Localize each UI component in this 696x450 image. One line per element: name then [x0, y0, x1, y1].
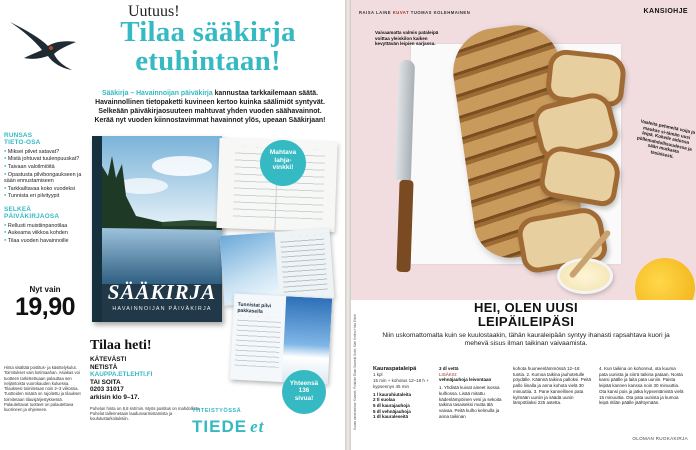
right-page [351, 0, 696, 450]
fine-print: Hinta sisältää postitus- ja käsittelykulut. Toimitukset vain kotimaahan. Asiakas voi tuotteen tarkistettuaan palauttaa sen neljäntoista vuorokauden kuluessa. Tilauksesi toimitetaan noin 2–3 viikossa. Tuotteiden määrä on rajoitettu ja tilaukset toimitetaan tilausjärjestyksessä. Palautettavat tuotteet on palautettava kuorineen ja ohjeineen. [4, 365, 81, 413]
feature-list-diary [4, 222, 84, 245]
list-item: ● Tarkkailtavaa koko vuodeksi [4, 185, 84, 193]
price-box: Nyt vain 19,90 [4, 285, 86, 340]
cooperation-label: YHTEISTYÖSSÄ [192, 408, 242, 414]
photo-caption: Vaivaamatta valmis pataleipä voittaa yleiskilon kaiken kevyttävän leipien sarjassa. [375, 30, 439, 47]
tiede-logo: TIEDE et [192, 417, 265, 436]
headline: Tilaa sääkirja etuhintaan! [120, 16, 296, 77]
list-item: ● Taivaan valoilmiöitä [4, 163, 84, 171]
book-cover [92, 136, 222, 322]
list-item: ● Aukeama viikkoa kohden [4, 229, 84, 237]
feature-heading-diary: SELKEÄ PÄIVÄKIRJAOSA [4, 205, 60, 221]
new-tag: Uutuus! [128, 3, 180, 20]
list-item: ● Rellusti muistiinpanotilaa [4, 222, 84, 230]
lemon-icon [635, 258, 695, 300]
feature-column [4, 132, 84, 245]
book-spine [92, 136, 102, 322]
page-count-badge: Yhteensä 136 sivua! [282, 370, 326, 414]
swallow-icon [6, 12, 86, 74]
recipe-step-2: kohota huoneenlämmössä 12–18 tuntia. 2. Kumoa taikina jauhotetulle pöydälle. Käännä taikina palloksi. Peitä pallo liinalla ja anna kohota vielä 30 minuuttia. 3. Pane kannellinen pata kylmään uuniin ja säädä uunin lämpötilaksi 225 astetta. [513, 366, 592, 406]
feature-heading-info: RUNSAS TIETO-OSA [4, 132, 41, 147]
bread-photo [351, 0, 696, 300]
cloud-spread: Tunnistat pilvi pakkasella [230, 293, 332, 384]
list-item: ● Tilaa vuoden havainnoille [4, 237, 84, 245]
lake-photo [102, 136, 222, 284]
order-heading: Tilaa heti! [90, 338, 152, 353]
recipe-step-1: 3 dl vettä LISÄKSI: vehnäjauhoja leivontaan 1. Yhdistä kuivat aineet isossa kulhossa. Lisää mitattu kädenlämpöinen vesi ja sekoita taikina tasaiseksi mutta älä vaivaa. Peitä kulho kelmulla ja anna taikinan [439, 366, 502, 419]
credits: RAISA LAINE KUVAT TUOMAS KOLEHMAINEN [359, 10, 471, 15]
list-item: ● Mistä johtuvat tuulenpuuskat? [4, 155, 84, 163]
recipe-step-4: 4. Kun taikina on kohonnut, ota kuuma pata uunista ja siirrä taikina pataan. Nosta kansi päälle ja laita pata uuniin. Paista leipää kannen kanssa noin 30 minuuttia. Ota kansi pois ja jatka kypsentämistä vielä 15 minuuttia. Ota pata uunista ja kumoa leipä ritilän päälle jäähtymään. [599, 366, 684, 406]
book-subtitle: HAVAINNOIJAN PÄIVÄKIRJA [112, 306, 212, 312]
order-box: Tilaa heti! KÄTEVÄSTI NETISTÄ KAUPPA.ETLEHTI.FI TAI SOITA 0203 31017 arkisin klo 9–17. Puhelun hinta on 8,8 snt/min. Myös postitus on mahdollista. Puhelut tallennetaan laadunvarmistamista ja koulutustarkoituksiin. [90, 338, 201, 422]
feature-list-info [4, 148, 84, 200]
article-lead: Niin uskomattomalta kuin se kuulostaakin, tähän kauraleipään syntyy ihanasti rapsahtava kuori ja mehevä sisus ilman taikinan vaivaamista. [382, 332, 670, 348]
list-item: ● Opastusta pilvibongaukseen ja sään ennustamiseen [4, 171, 84, 185]
section-label: KANSIOHJE [643, 8, 688, 15]
intro-text: Sääkirja – Havainnoijan päiväkirja kannustaa tarkkailemaan säätä. Havainnollinen tietopaketti kuvineen kertoo kuinka säälimiöt syntyvät. Selkeään päiväkirjaosuuteen mahtuvat yhden vuoden säähavainnot. Kerää nyt vuoden kiinnostavimmat havainnot ylös, upeaan Sääkirjaan! [94, 90, 326, 124]
recipe-ingredients: Kauraspataleipä 1 kpl 15 min + kohotus 12–18 h + kypsennys 45 min 1 l kaurahiutaleita 2 tl suolaa 5 dl kaurajauhoja 5 dl vehnäjauhoja 1 dl kauraleseitä [373, 366, 429, 420]
book-title: SÄÄKIRJA [107, 280, 217, 304]
list-item: ● Tunnista eri pilvityypit [4, 192, 84, 200]
left-page [0, 0, 345, 450]
phone-number[interactable]: 0203 31017 [90, 386, 124, 394]
page-footer: OLOMAN RUOKAKIRJA [632, 436, 688, 441]
gift-tip-badge: Mahtava lahja- vinkki! [260, 140, 306, 186]
shop-link[interactable]: KAUPPA.ETLEHTI.FI [90, 371, 153, 379]
list-item: ● Miksei pilvet satavat? [4, 148, 84, 156]
photo-caption-rotated: Vaaleita pehmeitä voija ja maukas si-tämän uusi leipä. Kokeile aidossa pöllemahdollisuudessa ja sään mutkasta tasiaisesti. [636, 118, 696, 160]
photo-credit-vertical: Kuvaa varatoimitus: Kivaset, Pullakke Ekan Saarela Solei, Mari Kotiivu Hola Eliotit [353, 314, 357, 430]
article-title: HEI, OLEN UUSI LEIPÄILEIPÄSI [474, 300, 578, 329]
